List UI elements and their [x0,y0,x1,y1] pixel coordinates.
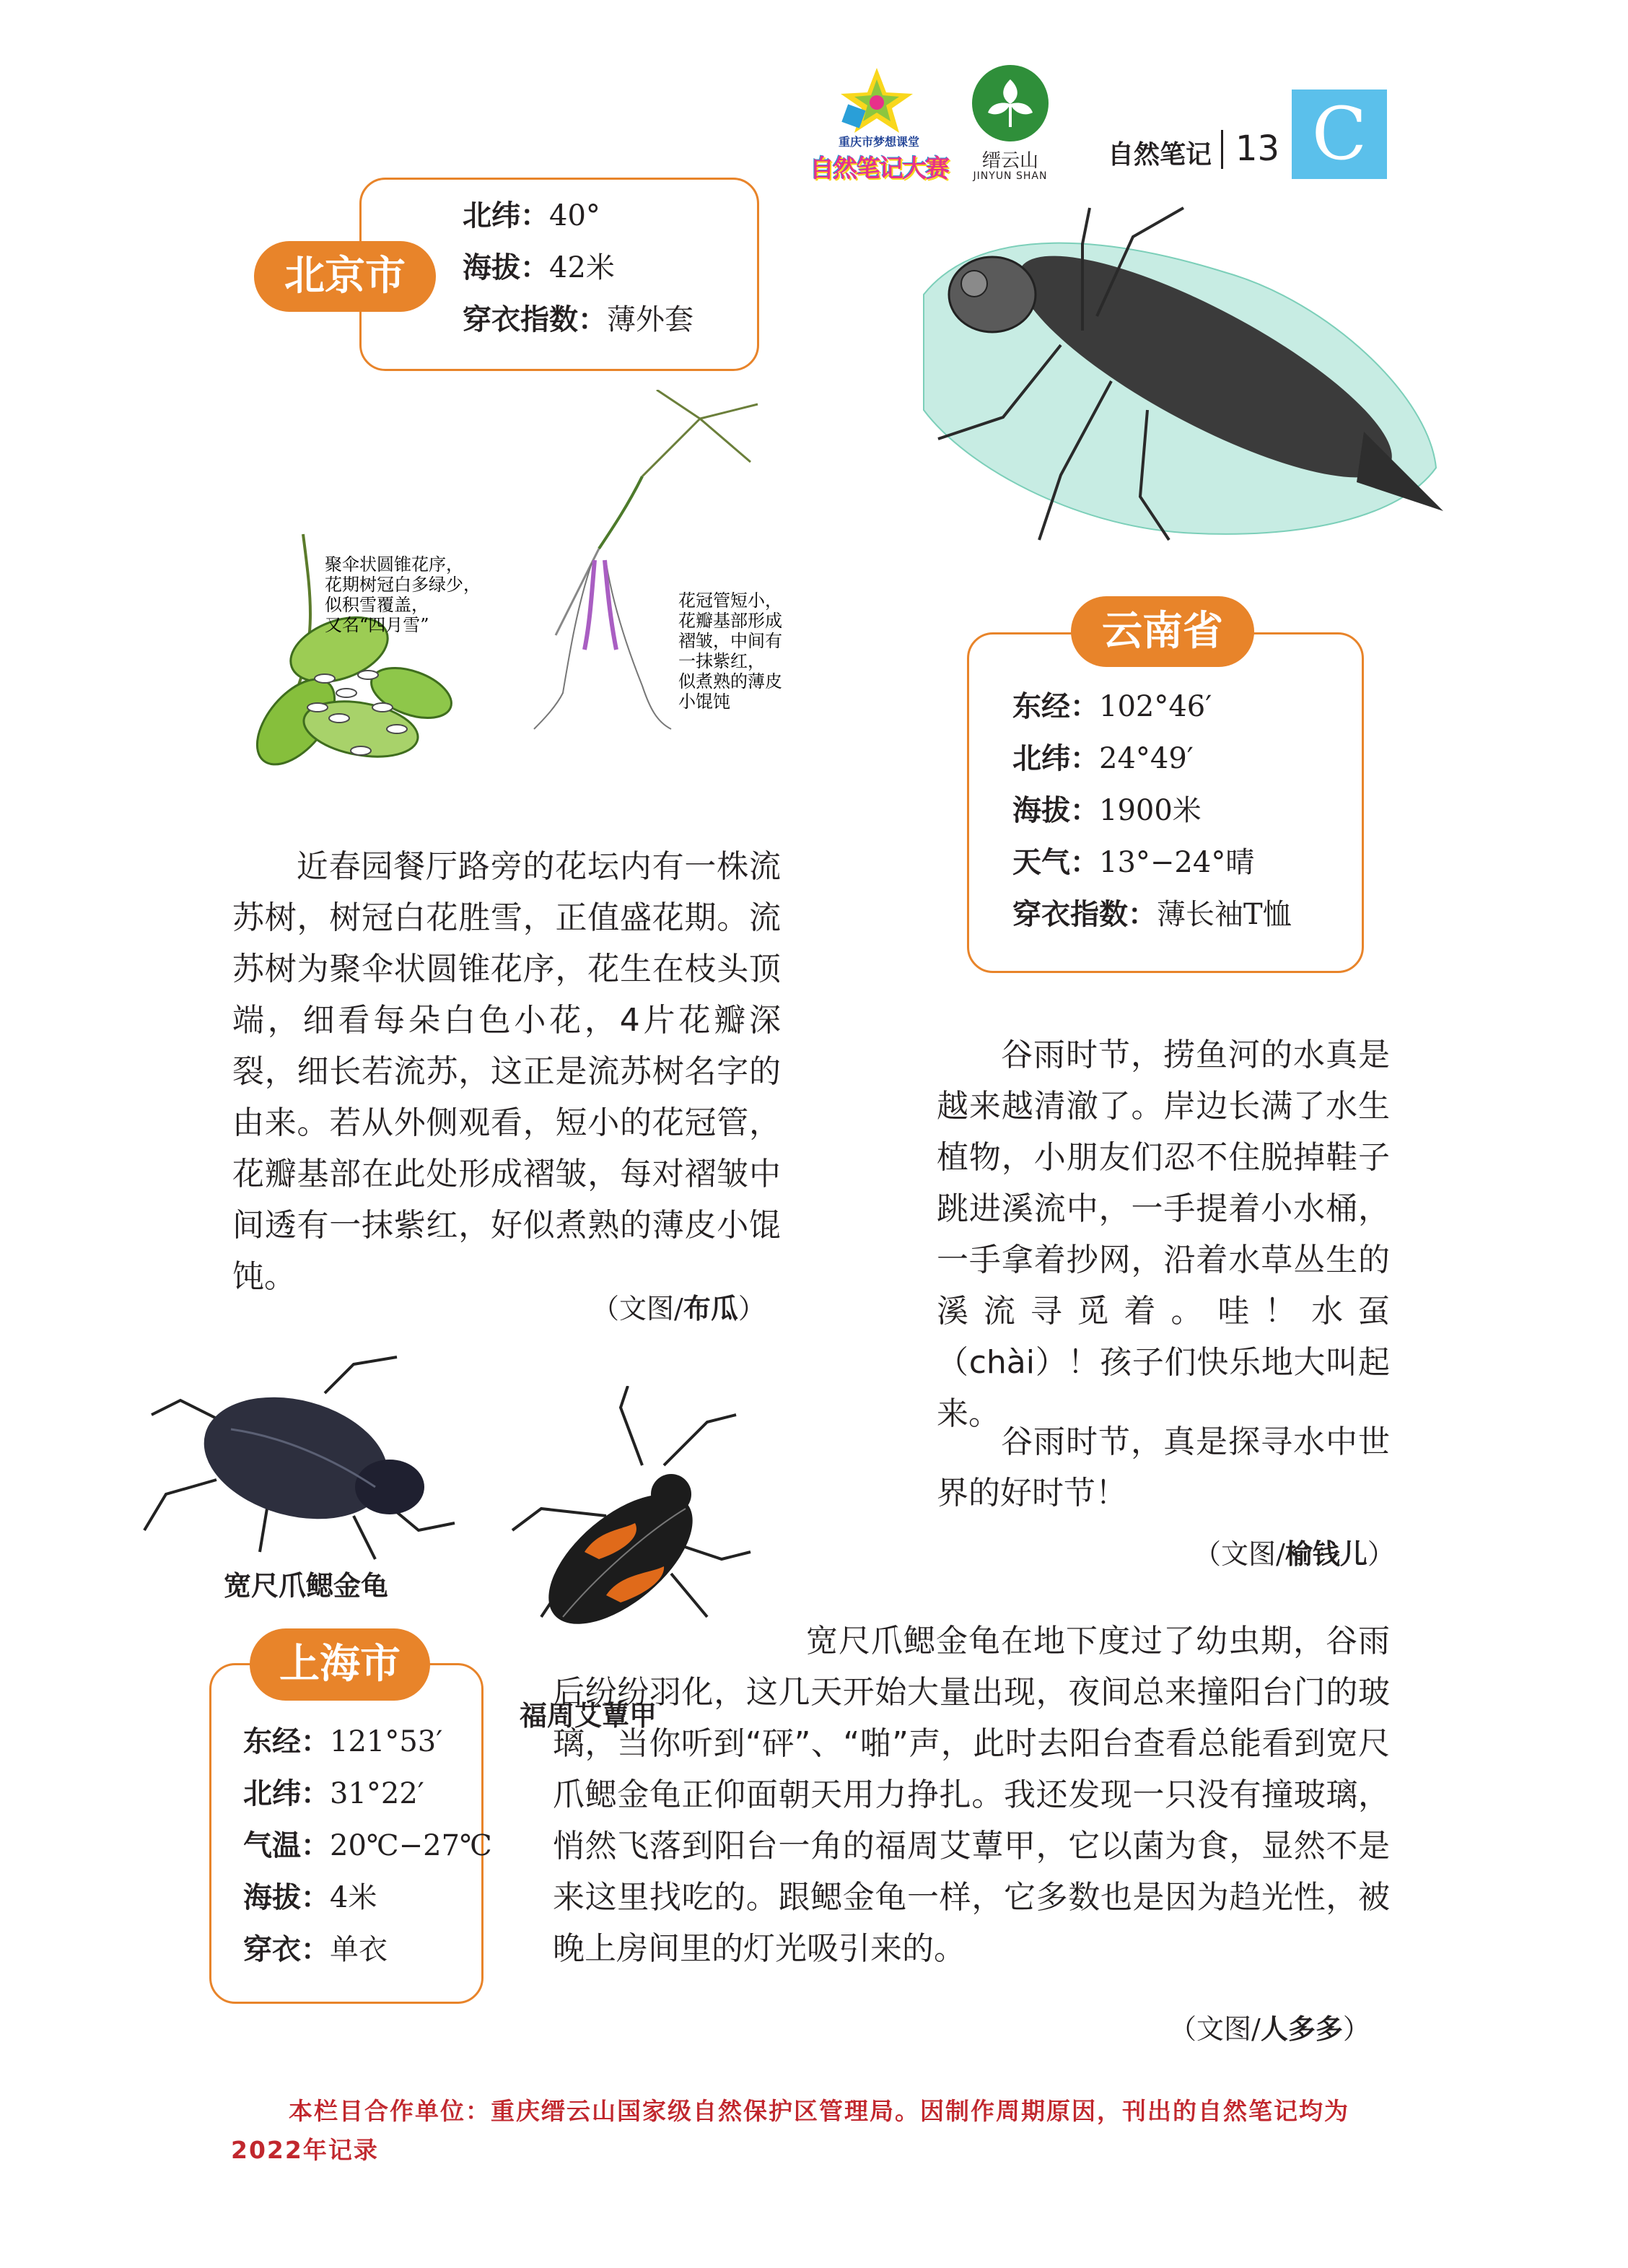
shanghai-row-altitude: 海拔：4米 [243,1881,377,1914]
reserve-pinyin: JINYUN SHAN [973,170,1048,182]
beijing-paragraph: 近春园餐厅路旁的花坛内有一株流苏树，树冠白花胜雪，正值盛花期。流苏树为聚伞状圆锥花序，花生在枝头顶端，细看每朵白色小花，4片花瓣深裂，细长若流苏，这正是流苏树名字的由来。若从外侧观看，短小的花冠管，花瓣基部在此处形成褶皱，每对褶皱中间透有一抹紫红，好似煮熟的薄皮小馄饨。 [232,848,781,1295]
chafer-beetle-sketch [137,1350,483,1566]
yunnan-row-latitude: 北纬：24°49′ [1012,742,1194,775]
dragonfly-nymph-sketch [895,193,1458,569]
yunnan-row-weather: 天气：13°−24°晴 [1012,846,1255,879]
page-number: 13 [1235,128,1280,169]
logo-contest-text: 自然笔记大赛 [810,154,948,183]
yunnan-row-longitude: 东经：102°46′ [1012,690,1212,723]
shanghai-row-latitude: 北纬：31°22′ [243,1777,424,1810]
shanghai-row-longitude: 东经：121°53′ [243,1725,443,1758]
yunnan-info-box [967,632,1364,973]
fungus-beetle-caption: 福周艾蕈甲 [520,1700,657,1732]
chafer-caption: 宽尺爪鳃金龟 [224,1570,389,1602]
section-label: 自然笔记 [1108,140,1212,170]
star-flower-icon [794,64,960,136]
chafer-body-illustration [191,1378,402,1538]
contest-logo [794,64,960,183]
beijing-row-latitude: 北纬：40° [463,199,600,232]
section-letter-badge: C [1292,90,1387,179]
shanghai-paragraph: 宽尺爪鳃金龟在地下度过了幼虫期，谷雨后纷纷羽化，这几天开始大量出现，夜间总来撞阳台门的玻璃，当你听到“砰”、“啪”声，此时去阳台查看总能看到宽尺爪鳃金龟正仰面朝天用力挣扎。我还发现一只没有撞玻璃，悄然飞落到阳台一角的福周艾蕈甲，它以菌为食，显然不是来这里找吃的。跟鳃金龟一样，它多数也是因为趋光性，被晚上房间里的灯光吸引来的。 [553,1623,1390,1967]
fringe-tree-note-2: 花冠管短小， 花瓣基部形成 褶皱，中间有 一抹紫红， 似煮熟的薄皮 小馄饨 [678,590,782,712]
fringe-tree-sketch [253,390,801,801]
yunnan-row-clothing: 穿衣指数：薄长袖T恤 [1012,898,1292,931]
fringe-tree-note-1: 聚伞状圆锥花序， 花期树冠白多绿少， 似积雪覆盖， 又名“四月雪” [325,554,481,635]
yunnan-paragraph-2: 谷雨时节，真是探寻水中世界的好时节！ [937,1423,1390,1512]
beijing-credit: （文图/布瓜） [592,1293,766,1325]
shanghai-info-box [209,1663,492,2004]
reserve-logo [963,65,1057,188]
reserve-name: 缙云山 [981,150,1038,172]
shanghai-title: 上海市 [250,1628,430,1701]
header-divider [1221,130,1223,169]
beijing-row-clothing: 穿衣指数：薄外套 [463,303,693,336]
yunnan-row-altitude: 海拔：1900米 [1012,794,1202,827]
shanghai-row-temperature: 气温：20℃−27℃ [243,1829,492,1862]
shanghai-row-clothing: 穿衣：单衣 [243,1933,388,1966]
shanghai-credit: （文图/人多多） [1169,2013,1370,2045]
logo-program-text: 重庆市梦想课堂 [838,135,919,149]
leaf-emblem-icon [972,65,1049,141]
yunnan-paragraph-1: 谷雨时节，捞鱼河的水真是越来越清澈了。岸边长满了水生植物，小朋友们忍不住脱掉鞋子跳进溪流中，一手提着小水桶，一手拿着抄网，沿着水草丛生的溪流寻觅着。哇！水虿（chài）！孩子们快乐地大叫起来。 [937,1037,1390,1432]
yunnan-credit: （文图/榆钱儿） [1194,1538,1395,1570]
beijing-row-altitude: 海拔：42米 [463,251,615,284]
yunnan-title: 云南省 [1071,596,1254,667]
footer-note: 本栏目合作单位：重庆缙云山国家级自然保护区管理局。因制作周期原因，刊出的自然笔记均为2022年记录 [231,2097,1349,2164]
beijing-title: 北京市 [254,241,436,312]
